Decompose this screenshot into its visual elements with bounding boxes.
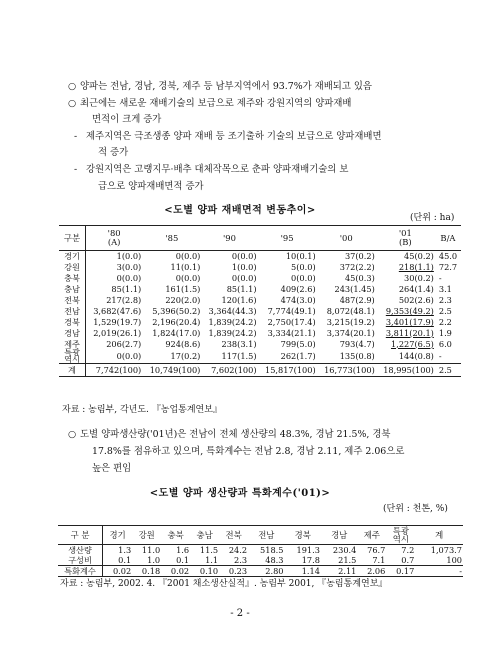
table2-source: 자료 : 농림부, 2002. 4. 『2001 채소생산실적』. 농림부 2001, 『농림통계연보』 <box>60 579 388 589</box>
table-cell: 220(2.0) <box>165 295 201 305</box>
table-cell: 0.1 <box>118 555 132 565</box>
table-cell: 30(0.2) <box>404 273 434 284</box>
bullet-mark: ○ <box>68 97 77 109</box>
table-cell: 264(1.4) <box>398 284 434 295</box>
bullet-line <box>86 180 204 193</box>
table-cell: 487(2.9) <box>339 295 375 305</box>
table-cell: 10(0.1) <box>285 251 316 262</box>
region-label: 충남 <box>59 284 86 295</box>
table-cell: 72.7 <box>438 262 458 273</box>
table-cell: 7,742(100) <box>86 364 143 377</box>
table2-header: 경북 <box>285 526 321 545</box>
table1-header: '80 (A) <box>86 226 143 251</box>
bullet-text: 17.8%를 점유하고 있으며, 특화계수는 전남 2.8, 경남 2.11, 제주 2.06으로 <box>92 446 405 457</box>
table-cell: 230.4 <box>332 545 357 555</box>
table-cell: 2,019(26.1) <box>93 327 142 338</box>
table2-header: 경기 <box>103 526 133 545</box>
region-label: 전북 <box>59 295 86 306</box>
table-cell: 218(1.1) <box>398 262 434 273</box>
bullet-line <box>68 80 372 93</box>
table2-header: 전북 <box>219 526 248 545</box>
table1-unit: (단위 : ha) <box>410 213 455 223</box>
table-cell: 1,839(24.2) <box>208 316 257 327</box>
region-label: 경기 <box>59 251 86 262</box>
table-cell: 2,196(20.4) <box>152 316 201 327</box>
table-cell: 0(0.0) <box>231 273 257 284</box>
table-cell: 7.2 <box>401 545 415 555</box>
table-cell: 6.0 <box>438 338 452 349</box>
table-cell: 372(2.2) <box>339 262 375 273</box>
row-label: 구성비 <box>58 555 103 566</box>
region-label: 경남 <box>59 327 86 338</box>
bullet-text: 높은 편임 <box>92 463 132 474</box>
row-label: 생산량 <box>58 545 103 556</box>
bullet-text: 최근에는 새로운 재배기술의 보급으로 제주와 강원지역의 양파재배 <box>80 97 352 109</box>
table-cell: 11.5 <box>199 545 219 555</box>
table1-header: '01 (B) <box>376 226 435 251</box>
table-cell: 1.3 <box>118 545 132 555</box>
table-cell: 0(0.0) <box>175 251 201 262</box>
bullet-line <box>80 462 131 475</box>
table2-title: <도별 양파 생산량과 특화계수('01)> <box>149 488 331 499</box>
table-cell: 18,995(100) <box>376 364 435 377</box>
table-cell: 799(5.0) <box>280 338 316 349</box>
table1-header: B/A <box>435 226 461 251</box>
table-cell: 9,353(49.2) <box>385 305 434 316</box>
table2-header: 전남 <box>248 526 284 545</box>
table-cell: 7.1 <box>372 555 386 565</box>
table-cell: 3(0.0) <box>116 262 142 273</box>
table-cell: 21.5 <box>338 555 357 565</box>
region-label: 강원 <box>59 262 86 273</box>
bullet-text: 적 증가 <box>98 147 129 159</box>
table-cell: 16,773(100) <box>317 364 376 377</box>
table-row <box>59 349 461 364</box>
table1-header: '90 <box>201 226 257 251</box>
table1-header: '00 <box>317 226 376 251</box>
table-cell: 24.2 <box>228 545 248 555</box>
table-cell: 0(0.0) <box>175 273 201 284</box>
table-cell: 3,374(20.1) <box>326 327 375 338</box>
table-cell: 191.3 <box>296 545 320 555</box>
table-cell: 11(0.1) <box>170 262 201 273</box>
table-cell: 0(0.0) <box>231 251 257 262</box>
table2-header: 제주 <box>357 526 386 545</box>
bullet-line <box>68 428 390 441</box>
bullet-line <box>68 97 351 110</box>
bullet-mark: - <box>74 130 78 142</box>
table2-header: 강원 <box>132 526 161 545</box>
bullet-line <box>74 130 382 143</box>
table-cell: 0.18 <box>132 566 161 577</box>
table-row <box>58 566 463 577</box>
region-label: 충북 <box>59 273 86 284</box>
table-row <box>59 262 461 273</box>
table-cell: 1.6 <box>176 545 190 555</box>
table-cell: 0(0.0) <box>116 273 142 284</box>
region-label: 제주 <box>59 338 86 349</box>
table-cell: 5(0.0) <box>291 262 316 273</box>
table-row <box>58 555 463 566</box>
table-cell: 474(3.0) <box>280 295 316 305</box>
table1-header: 구분 <box>59 226 86 251</box>
table2-header: 충북 <box>161 526 190 545</box>
table-cell: 518.5 <box>260 545 284 555</box>
table-cell: 1,529(19.7) <box>93 316 142 327</box>
table-cell: 2.11 <box>321 566 357 577</box>
table-cell: 3,334(21.1) <box>267 327 316 338</box>
bullet-text: 도별 양파생산량('01년)은 전남이 전체 생산량의 48.3%, 경남 21.5%, 경북 <box>80 429 391 440</box>
table-cell: 8,072(48.1) <box>326 305 375 316</box>
table-cell: 5,396(50.2) <box>152 305 201 316</box>
bullet-line <box>80 113 161 126</box>
table-cell: 120(1.6) <box>221 295 257 305</box>
table-cell: 3,215(19.2) <box>326 316 375 327</box>
table-row <box>59 284 461 295</box>
table-cell: 2.3 <box>234 555 248 565</box>
bullet-text: 면적이 크게 증가 <box>92 114 162 126</box>
table-row <box>59 316 461 327</box>
total-label: 계 <box>59 364 86 377</box>
table-cell: 76.7 <box>367 545 386 555</box>
table2-header: 충남 <box>190 526 219 545</box>
bullet-text: 강원지역은 고랭지무·배추 대체작목으로 춘파 양파재배기술의 보 <box>86 164 349 175</box>
table-cell: 0(0.0) <box>116 351 142 362</box>
table-cell: 45(0.3) <box>344 273 375 284</box>
table-cell: 37(0.2) <box>344 251 375 262</box>
table2-header: 경남 <box>321 526 357 545</box>
table-cell: 45.0 <box>438 251 458 262</box>
table-cell: 11.0 <box>141 545 161 555</box>
table-row <box>59 273 461 284</box>
table-cell: 502(2.6) <box>398 295 434 305</box>
table-cell: - <box>438 351 442 362</box>
region-label: 전남 <box>59 305 86 316</box>
table-cell: 238(3.1) <box>221 338 257 349</box>
table-cell: 1(0.0) <box>116 251 142 262</box>
table-row <box>58 545 463 556</box>
region-label: 경북 <box>59 316 86 327</box>
bullet-text: 제주지역은 극조생종 양파 재배 등 조기출하 기술의 보급으로 양파재배면 <box>86 130 382 142</box>
row-label: 특화계수 <box>58 566 103 577</box>
bullet-line <box>80 445 404 458</box>
bullet-line <box>86 146 128 159</box>
table-cell: 1,839(24.2) <box>208 327 257 338</box>
table-cell: 85(1.1) <box>226 284 257 295</box>
table2-header: 특광 역시 <box>386 526 415 545</box>
bullet-mark: ○ <box>68 429 77 440</box>
table-cell: 217(2.8) <box>106 295 142 305</box>
table1-source: 자료 : 농림부, 각년도. 『농업통계연보』 <box>62 405 222 415</box>
table-cell: 144(0.8) <box>398 351 434 362</box>
table-cell: 1,824(17.0) <box>152 327 201 338</box>
table-cell: 1,227(6.5) <box>391 338 434 349</box>
table-cell: 135(0.8) <box>339 351 375 362</box>
table-row <box>59 251 461 262</box>
table-cell: 2.80 <box>248 566 284 577</box>
table-cell: 0.1 <box>176 555 190 565</box>
table-cell: 0(0.0) <box>291 273 316 284</box>
table-row <box>59 327 461 338</box>
table-cell: 2.5 <box>435 364 461 377</box>
table-cell: 0.17 <box>386 566 415 577</box>
area-trend-table <box>59 225 461 377</box>
table-cell: 100 <box>446 555 462 565</box>
table-cell: 3,811(20.1) <box>385 327 434 338</box>
table-cell: 3,682(47.6) <box>93 305 142 316</box>
table-cell: 924(8.6) <box>165 338 201 349</box>
page-number: - 2 - <box>230 608 250 619</box>
table-cell: 10,749(100) <box>142 364 201 377</box>
table1-header: '95 <box>258 226 317 251</box>
table-cell: 3.1 <box>438 284 452 295</box>
table-cell: 2.2 <box>438 316 452 327</box>
table-cell: 262(1.7) <box>280 351 316 362</box>
table-cell: 1.14 <box>285 566 321 577</box>
table-cell: 0.7 <box>401 555 415 565</box>
table-cell: 793(4.7) <box>339 338 375 349</box>
table-cell: 2,750(17.4) <box>267 316 316 327</box>
table-cell: - <box>438 273 442 284</box>
table2-header: 구 분 <box>58 526 103 545</box>
bullet-text: 양파는 전남, 경남, 경북, 제주 등 남부지역에서 93.7%가 재배되고 있음 <box>80 81 372 92</box>
table-cell: 0.10 <box>190 566 219 577</box>
table-cell: 0.02 <box>161 566 190 577</box>
table-cell: 117(1.5) <box>221 351 257 362</box>
table-cell: 7,774(49.1) <box>267 305 316 316</box>
table1-title: <도별 양파 재배면적 변동추이> <box>164 205 316 216</box>
table-cell: 45(0.2) <box>404 251 434 262</box>
table-cell: 2.5 <box>438 305 452 316</box>
table-cell: 0.23 <box>219 566 248 577</box>
bullet-mark: ○ <box>68 81 77 92</box>
bullet-mark: - <box>74 164 78 175</box>
table-cell: 7,602(100) <box>201 364 257 377</box>
table2-unit: (단위 : 천톤, %) <box>383 504 448 514</box>
table-cell: 48.3 <box>265 555 284 565</box>
total-row <box>59 364 461 377</box>
table1-header: '85 <box>142 226 201 251</box>
table-cell: 2.3 <box>438 295 452 305</box>
table-cell: 0.02 <box>103 566 133 577</box>
table-cell: 2.06 <box>357 566 386 577</box>
table-cell: 161(1.5) <box>165 284 201 295</box>
table-cell: 3,401(17.9) <box>385 316 434 327</box>
table-cell: 1,073.7 <box>430 545 462 555</box>
table-cell: 3,364(44.3) <box>208 305 257 316</box>
production-specialization-table <box>58 525 463 577</box>
table-cell: - <box>415 566 463 577</box>
table-cell: 17.8 <box>301 555 320 565</box>
bullet-line <box>74 163 348 176</box>
table-cell: 1.0 <box>147 555 161 565</box>
table-row <box>59 338 461 349</box>
table-cell: 1.9 <box>438 327 452 338</box>
table-cell: 85(1.1) <box>111 284 142 295</box>
table-cell: 409(2.6) <box>280 284 316 295</box>
table-cell: 243(1.45) <box>334 284 375 295</box>
table-row <box>59 295 461 306</box>
table-cell: 1.1 <box>205 555 219 565</box>
table-cell: 17(0.2) <box>170 351 201 362</box>
table2-header: 계 <box>415 526 463 545</box>
region-label: 특광 역시 <box>59 349 86 364</box>
table-row <box>59 305 461 316</box>
table-cell: 1(0.0) <box>231 262 257 273</box>
table-cell: 206(2.7) <box>106 338 142 349</box>
table-cell: 15,817(100) <box>258 364 317 377</box>
bullet-text: 급으로 양파재배면적 증가 <box>98 180 204 192</box>
